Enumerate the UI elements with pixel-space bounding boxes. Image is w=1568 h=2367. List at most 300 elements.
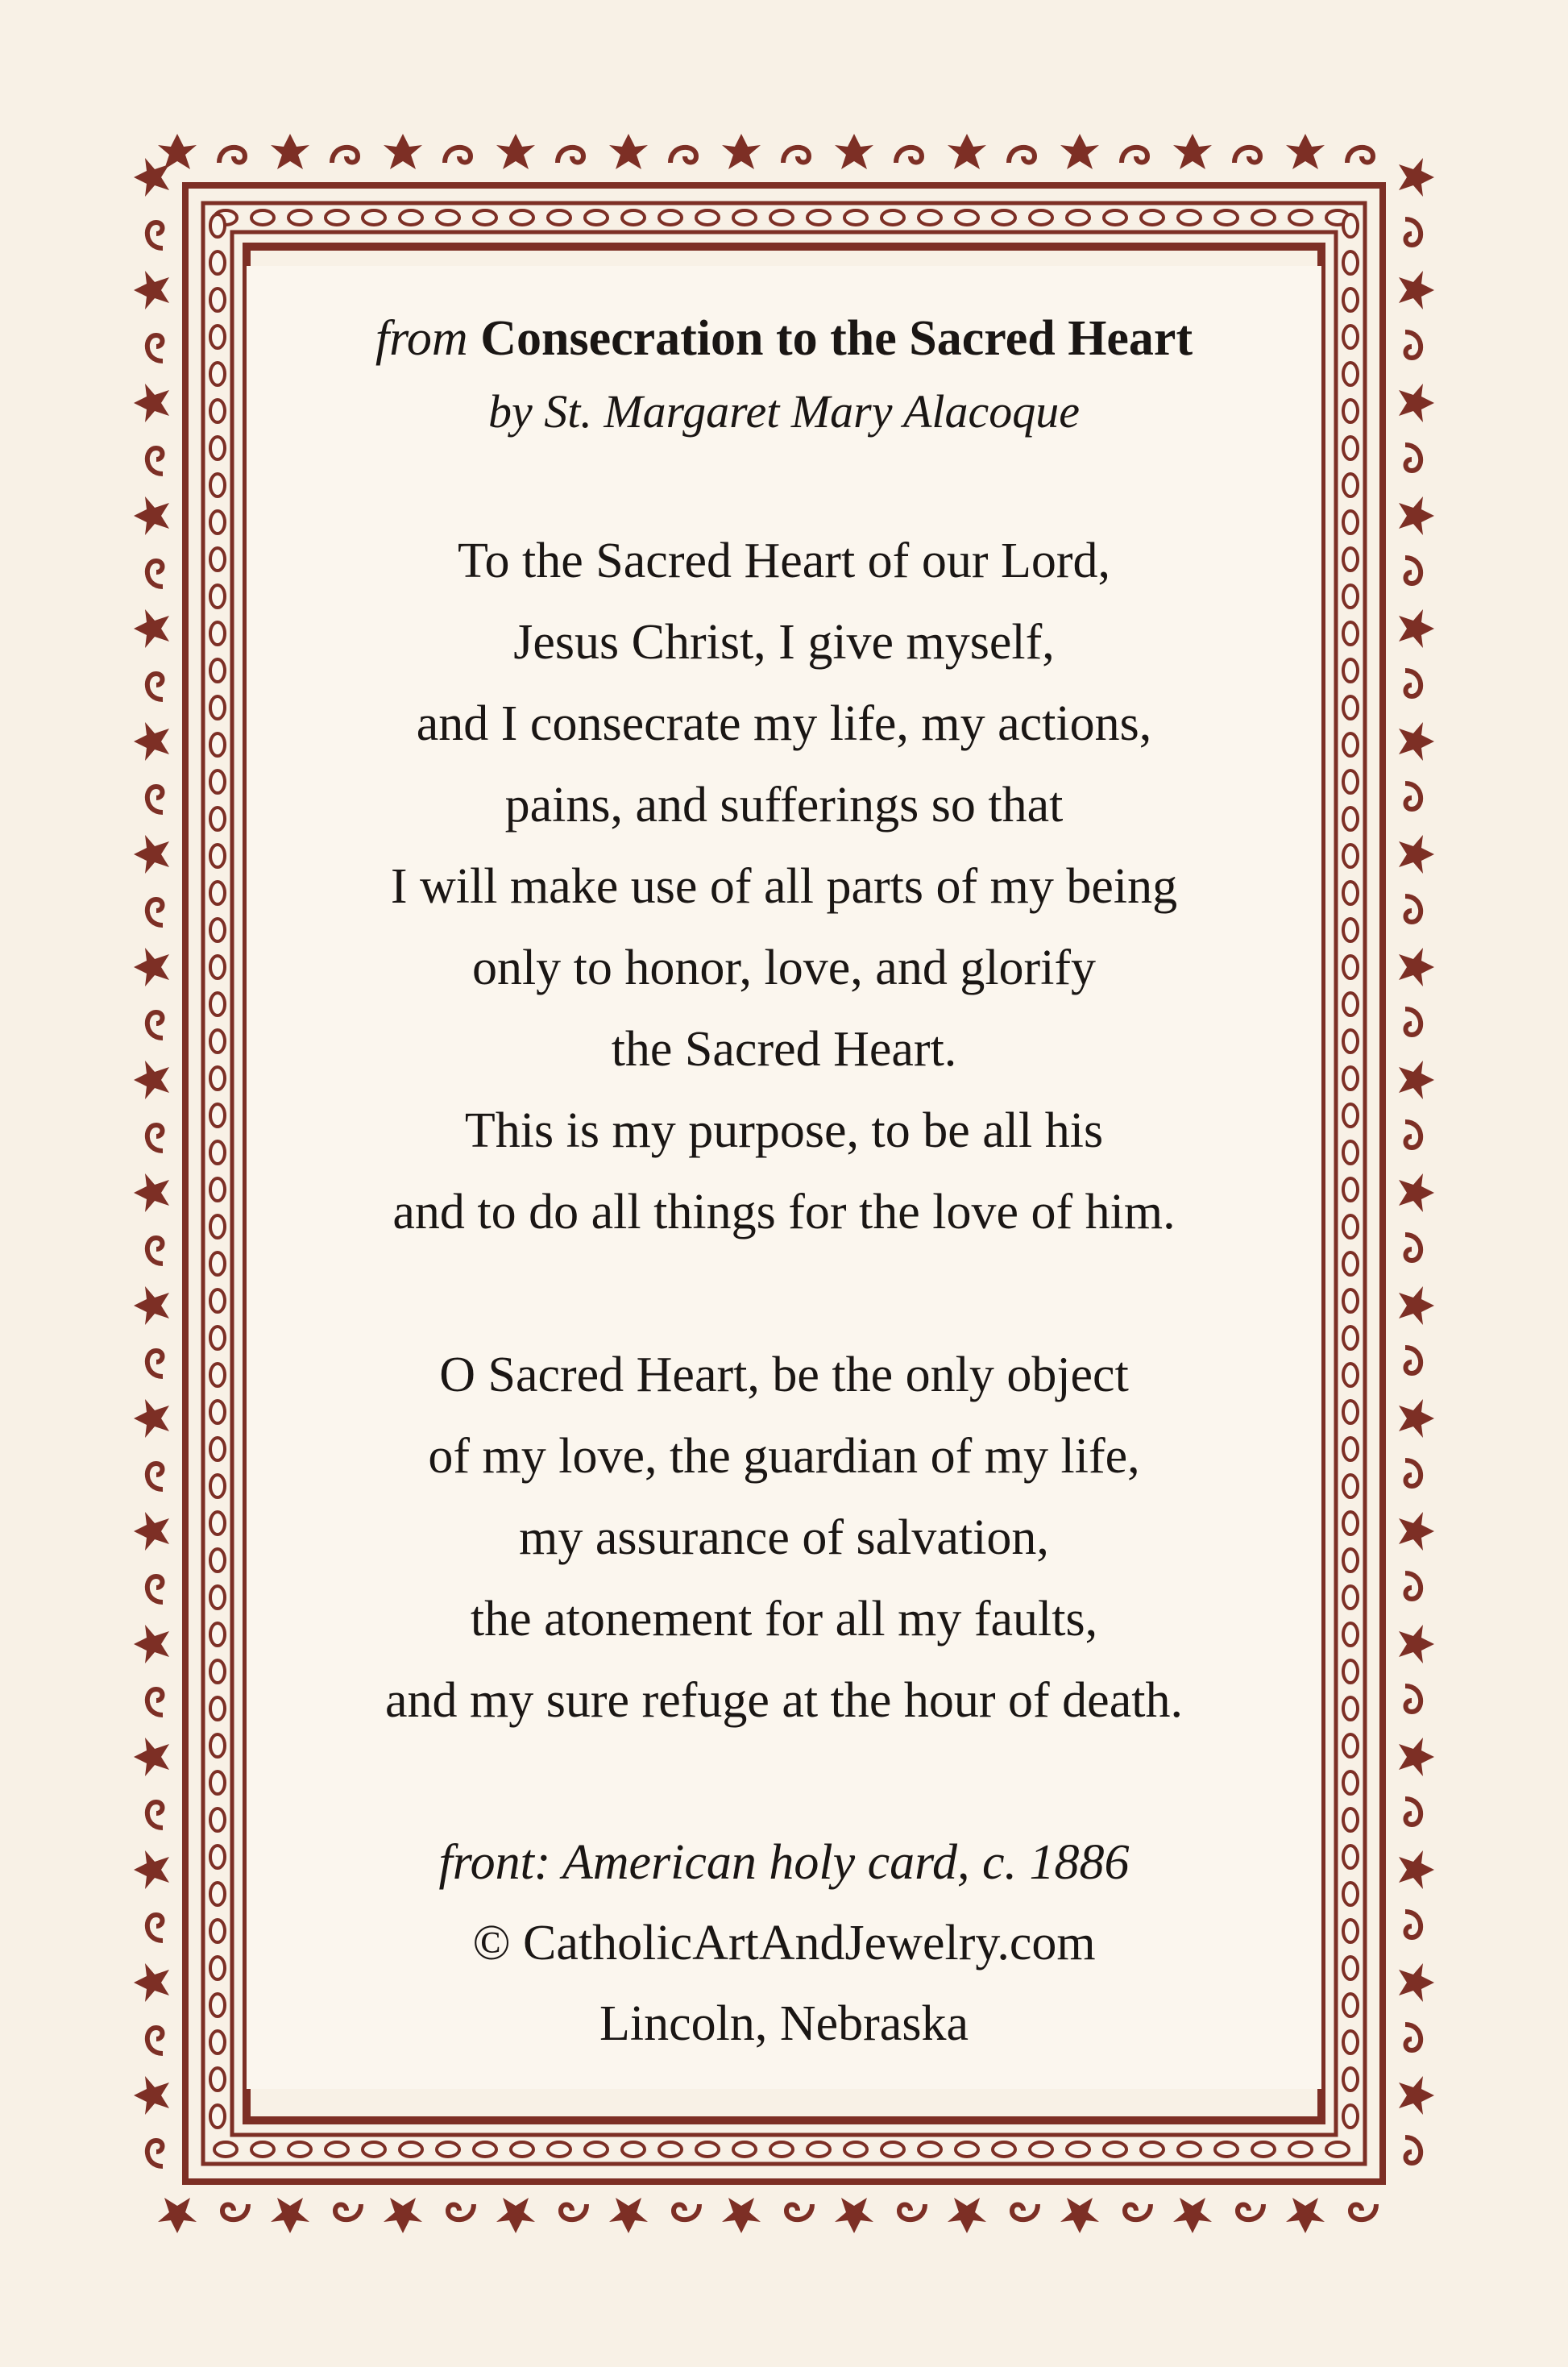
footer-location: Lincoln, Nebraska (599, 1996, 969, 2051)
bead-icon (210, 845, 225, 867)
fleur-icon (134, 609, 169, 648)
fleur-icon (134, 1061, 169, 1099)
scroll-icon (147, 335, 163, 361)
stanza-line: of my love, the guardian of my life, (428, 1429, 1140, 1484)
scroll-icon (219, 147, 245, 163)
scroll-icon (147, 1125, 163, 1151)
bead-icon (210, 2105, 225, 2128)
bead-icon (1067, 210, 1089, 225)
bead-icon (210, 1697, 225, 1720)
scroll-icon (783, 147, 809, 163)
bead-icon (1343, 400, 1358, 422)
bead-icon (400, 210, 422, 225)
bead-icon (1343, 326, 1358, 348)
bead-icon (326, 2142, 348, 2157)
bead-icon (956, 210, 978, 225)
scroll-icon (896, 147, 922, 163)
bead-icon (210, 1215, 225, 1238)
bead-icon (210, 1438, 225, 1460)
fleur-icon (384, 2198, 422, 2233)
fleur-icon (1286, 2198, 1325, 2233)
bead-icon (1343, 1734, 1358, 1757)
fleur-icon (1399, 1512, 1434, 1551)
fleur-icon (1399, 1173, 1434, 1212)
scroll-icon (1405, 1686, 1421, 1712)
bead-icon (1343, 1771, 1358, 1794)
bead-icon (1343, 1327, 1358, 1349)
stanza-1 (247, 521, 1321, 1253)
scroll-icon (1405, 332, 1421, 358)
bead-icon (474, 210, 496, 225)
bead-icon (622, 210, 645, 225)
bead-icon (1343, 733, 1358, 756)
scroll-icon (1405, 1460, 1421, 1486)
bead-icon (326, 210, 348, 225)
scroll-icon (445, 147, 471, 163)
scroll-icon (1405, 1799, 1421, 1825)
scroll-icon (1405, 1009, 1421, 1035)
bead-icon (1343, 1215, 1358, 1238)
bead-icon (1141, 210, 1164, 225)
scroll-icon (1405, 1348, 1421, 1373)
prayer-author: by St. Margaret Mary Alacoque (488, 385, 1080, 438)
fleur-icon (134, 1399, 169, 1438)
bead-icon (733, 2142, 756, 2157)
stanza-2 (247, 1335, 1321, 1742)
fleur-icon (134, 271, 169, 309)
scroll-icon (147, 2028, 163, 2053)
scroll-icon (1405, 558, 1421, 583)
fleur-icon (271, 134, 309, 169)
bead-icon (1343, 2031, 1358, 2053)
bead-icon (210, 548, 225, 571)
bead-icon (1343, 2068, 1358, 2091)
bead-icon (1141, 2142, 1164, 2157)
fleur-icon (722, 134, 761, 169)
bead-icon (210, 696, 225, 719)
bead-icon (1104, 210, 1126, 225)
fleur-icon (134, 384, 169, 422)
bead-icon (210, 956, 225, 978)
bead-icon (214, 2142, 237, 2157)
scroll-icon (1405, 1912, 1421, 1937)
bead-icon (1030, 210, 1052, 225)
scroll-icon (448, 2204, 474, 2220)
scroll-icon (147, 1915, 163, 1941)
bead-icon (210, 1623, 225, 1646)
fleur-icon (1399, 1963, 1434, 2002)
bead-icon (622, 2142, 645, 2157)
stanza-line: and to do all things for the love of him. (392, 1185, 1176, 1240)
bead-icon (210, 1846, 225, 1868)
fleur-icon (134, 1738, 169, 1776)
bead-icon (770, 2142, 793, 2157)
bead-icon (1343, 1104, 1358, 1127)
fleur-icon (1399, 1738, 1434, 1776)
bead-icon (1343, 1586, 1358, 1609)
bead-icon (210, 1883, 225, 1905)
scroll-icon (1234, 147, 1260, 163)
bead-icon (437, 2142, 459, 2157)
scroll-icon (147, 1689, 163, 1715)
bead-icon (210, 400, 225, 422)
bead-icon (210, 1549, 225, 1572)
scroll-icon (147, 448, 163, 474)
fleur-icon (1399, 1399, 1434, 1438)
fleur-icon (1399, 1061, 1434, 1099)
fleur-icon (1399, 384, 1434, 422)
fleur-icon (384, 134, 422, 169)
scroll-icon (222, 2204, 248, 2220)
bead-icon (210, 1104, 225, 1127)
fleur-icon (134, 158, 169, 197)
fleur-icon (722, 2198, 761, 2233)
bead-icon (1343, 622, 1358, 645)
bead-icon (1343, 1364, 1358, 1386)
stanza-line: This is my purpose, to be all his (464, 1103, 1104, 1158)
scroll-icon (147, 1576, 163, 1602)
prayer-title (247, 306, 1321, 371)
bead-icon (1343, 1289, 1358, 1312)
fleur-icon (271, 2198, 309, 2233)
scroll-icon (1405, 1122, 1421, 1148)
scroll-icon (1350, 2204, 1376, 2220)
fleur-icon (158, 2198, 197, 2233)
bead-icon (474, 2142, 496, 2157)
bead-icon (1343, 511, 1358, 534)
scroll-icon (786, 2204, 812, 2220)
card-footer (247, 1822, 1321, 2064)
scroll-icon (1405, 2137, 1421, 2163)
fleur-icon (134, 1963, 169, 2002)
bead-icon (210, 1994, 225, 2016)
scroll-icon (674, 2204, 699, 2220)
fleur-icon (1060, 134, 1099, 169)
bead-icon (919, 210, 941, 225)
bead-icon (696, 2142, 719, 2157)
fleur-icon (134, 1286, 169, 1325)
title-prefix: from (375, 311, 468, 366)
bead-icon (210, 437, 225, 459)
bead-icon (1252, 2142, 1275, 2157)
fleur-icon (835, 2198, 873, 2233)
bead-icon (1289, 2142, 1312, 2157)
bead-icon (1343, 1660, 1358, 1683)
bead-icon (1343, 251, 1358, 274)
scroll-icon (1405, 445, 1421, 471)
scroll-icon (147, 899, 163, 925)
bead-icon (1343, 993, 1358, 1015)
scroll-icon (147, 1238, 163, 1264)
bead-icon (210, 1920, 225, 1942)
bead-icon (210, 1586, 225, 1609)
fleur-icon (134, 1625, 169, 1663)
scroll-icon (899, 2204, 925, 2220)
bead-icon (993, 210, 1015, 225)
bead-icon (1343, 1883, 1358, 1905)
bead-icon (210, 993, 225, 1015)
bead-icon (210, 770, 225, 793)
bead-icon (210, 1178, 225, 1201)
bead-icon (1215, 2142, 1238, 2157)
bead-icon (210, 919, 225, 941)
fleur-icon (948, 134, 986, 169)
bead-icon (1343, 548, 1358, 571)
footer-source: front: American holy card, c. 1886 (438, 1835, 1130, 1890)
stanza-line: O Sacred Heart, be the only object (439, 1348, 1129, 1402)
prayer-panel (247, 266, 1321, 2089)
bead-icon (548, 2142, 570, 2157)
bead-icon (1343, 214, 1358, 237)
bead-icon (511, 210, 533, 225)
scroll-icon (1405, 783, 1421, 809)
bead-icon (1343, 1957, 1358, 1979)
scroll-icon (1347, 147, 1373, 163)
scroll-icon (335, 2204, 361, 2220)
bead-icon (210, 1252, 225, 1275)
bead-icon (210, 214, 225, 237)
fleur-icon (948, 2198, 986, 2233)
stanza-line: the Sacred Heart. (611, 1022, 957, 1077)
bead-icon (993, 2142, 1015, 2157)
bead-icon (1343, 696, 1358, 719)
fleur-icon (134, 1512, 169, 1551)
bead-icon (1343, 1623, 1358, 1646)
stanza-line: Jesus Christ, I give myself, (513, 615, 1055, 670)
bead-icon (251, 210, 274, 225)
bead-icon (1343, 363, 1358, 385)
fleur-icon (609, 2198, 648, 2233)
fleur-icon (134, 722, 169, 761)
bead-icon (1343, 845, 1358, 867)
bead-icon (659, 2142, 682, 2157)
scroll-icon (558, 147, 583, 163)
scroll-icon (332, 147, 358, 163)
bead-icon (1343, 1438, 1358, 1460)
bead-icon (1343, 1401, 1358, 1423)
bead-icon (807, 210, 830, 225)
bead-icon (1343, 2105, 1358, 2128)
bead-icon (919, 2142, 941, 2157)
scroll-icon (1405, 2024, 1421, 2050)
bead-icon (548, 210, 570, 225)
bead-icon (1343, 1512, 1358, 1534)
bead-icon (1343, 1549, 1358, 1572)
scroll-icon (147, 1464, 163, 1489)
bead-icon (696, 210, 719, 225)
scroll-icon (1122, 147, 1147, 163)
bead-icon (210, 1030, 225, 1053)
bead-icon (1178, 2142, 1201, 2157)
scroll-icon (147, 561, 163, 587)
bead-icon (1289, 210, 1312, 225)
bead-icon (210, 363, 225, 385)
fleur-icon (158, 134, 197, 169)
bead-icon (363, 2142, 385, 2157)
bead-icon (210, 1808, 225, 1831)
fleur-icon (496, 2198, 535, 2233)
bead-icon (1343, 437, 1358, 459)
fleur-icon (134, 948, 169, 986)
bead-icon (210, 1734, 225, 1757)
bead-icon (585, 2142, 608, 2157)
scroll-icon (1405, 896, 1421, 922)
bead-icon (956, 2142, 978, 2157)
bead-icon (210, 622, 225, 645)
bead-icon (1030, 2142, 1052, 2157)
stanza-line: the atonement for all my faults, (470, 1592, 1098, 1647)
fleur-icon (1399, 158, 1434, 197)
bead-icon (1343, 919, 1358, 941)
fleur-icon (1060, 2198, 1099, 2233)
bead-icon (1343, 585, 1358, 608)
scroll-icon (147, 1802, 163, 1828)
scroll-icon (1238, 2204, 1263, 2220)
fleur-icon (1286, 134, 1325, 169)
bead-icon (210, 808, 225, 830)
scroll-icon (147, 787, 163, 812)
title-main: Consecration to the Sacred Heart (480, 311, 1193, 366)
bead-icon (1215, 210, 1238, 225)
fleur-icon (1399, 1850, 1434, 1889)
scroll-icon (1009, 147, 1035, 163)
bead-icon (1343, 1178, 1358, 1201)
bead-icon (1343, 956, 1358, 978)
scroll-icon (1012, 2204, 1038, 2220)
fleur-icon (134, 1173, 169, 1212)
scroll-icon (1405, 1573, 1421, 1599)
bead-icon (770, 210, 793, 225)
bead-icon (288, 2142, 311, 2157)
stanza-line: my assurance of salvation, (519, 1510, 1049, 1565)
scroll-icon (147, 1351, 163, 1377)
fleur-icon (609, 134, 648, 169)
bead-icon (1343, 1067, 1358, 1090)
bead-icon (363, 210, 385, 225)
bead-icon (511, 2142, 533, 2157)
fleur-icon (1399, 948, 1434, 986)
fleur-icon (1399, 1625, 1434, 1663)
fleur-icon (134, 835, 169, 874)
bead-icon (210, 326, 225, 348)
scroll-icon (1405, 219, 1421, 245)
bead-icon (210, 659, 225, 682)
fleur-icon (1399, 835, 1434, 874)
bead-icon (210, 1289, 225, 1312)
bead-icon (210, 2031, 225, 2053)
bead-icon (210, 733, 225, 756)
fleur-icon (134, 496, 169, 535)
bead-icon (1067, 2142, 1089, 2157)
bead-icon (1343, 1030, 1358, 1053)
scroll-icon (147, 2141, 163, 2166)
bead-icon (210, 1957, 225, 1979)
fleur-icon (1173, 134, 1212, 169)
bead-icon (210, 1475, 225, 1497)
fleur-icon (1399, 496, 1434, 535)
bead-icon (210, 1364, 225, 1386)
bead-icon (733, 210, 756, 225)
bead-icon (210, 1327, 225, 1349)
scroll-icon (147, 674, 163, 700)
stanza-line: and I consecrate my life, my actions, (416, 696, 1152, 751)
bead-icon (437, 210, 459, 225)
bead-icon (1252, 210, 1275, 225)
bead-icon (1343, 289, 1358, 311)
bead-icon (210, 511, 225, 534)
bead-icon (1343, 474, 1358, 496)
bead-icon (210, 1401, 225, 1423)
bead-icon (210, 474, 225, 496)
bead-icon (210, 289, 225, 311)
bead-icon (1343, 1808, 1358, 1831)
bead-icon (1343, 882, 1358, 904)
bead-icon (1343, 659, 1358, 682)
scroll-icon (1405, 671, 1421, 696)
bead-icon (1104, 2142, 1126, 2157)
bead-icon (881, 2142, 904, 2157)
bead-icon (400, 2142, 422, 2157)
footer-copyright: © CatholicArtAndJewelry.com (472, 1916, 1096, 1970)
bead-icon (210, 1512, 225, 1534)
scroll-icon (147, 222, 163, 248)
bead-icon (210, 1067, 225, 1090)
fleur-icon (1399, 609, 1434, 648)
scroll-icon (1405, 1235, 1421, 1260)
scroll-icon (147, 1012, 163, 1038)
fleur-icon (1173, 2198, 1212, 2233)
fleur-icon (496, 134, 535, 169)
bead-icon (1343, 808, 1358, 830)
scroll-icon (670, 147, 696, 163)
fleur-icon (1399, 1286, 1434, 1325)
bead-icon (210, 1771, 225, 1794)
bead-icon (210, 882, 225, 904)
bead-icon (585, 210, 608, 225)
bead-icon (210, 2068, 225, 2091)
stanza-line: To the Sacred Heart of our Lord, (458, 534, 1110, 588)
bead-icon (844, 210, 867, 225)
scroll-icon (561, 2204, 587, 2220)
fleur-icon (835, 134, 873, 169)
bead-icon (844, 2142, 867, 2157)
bead-icon (1343, 1141, 1358, 1164)
bead-icon (1343, 1994, 1358, 2016)
bead-icon (251, 2142, 274, 2157)
bead-icon (1343, 1846, 1358, 1868)
stanza-line: I will make use of all parts of my being (390, 859, 1178, 914)
bead-icon (210, 585, 225, 608)
fleur-icon (134, 1850, 169, 1889)
bead-icon (1178, 210, 1201, 225)
bead-icon (210, 251, 225, 274)
stanza-line: pains, and sufferings so that (504, 778, 1064, 833)
scroll-icon (1125, 2204, 1151, 2220)
fleur-icon (134, 2076, 169, 2115)
bead-icon (1343, 1920, 1358, 1942)
fleur-icon (1399, 722, 1434, 761)
bead-icon (881, 210, 904, 225)
bead-icon (1326, 2142, 1349, 2157)
fleur-icon (1399, 271, 1434, 309)
bead-icon (659, 210, 682, 225)
bead-icon (1343, 1252, 1358, 1275)
bead-icon (288, 210, 311, 225)
stanza-line: and my sure refuge at the hour of death. (385, 1673, 1183, 1728)
bead-icon (807, 2142, 830, 2157)
bead-icon (210, 1660, 225, 1683)
stanza-line: only to honor, love, and glorify (471, 941, 1097, 995)
